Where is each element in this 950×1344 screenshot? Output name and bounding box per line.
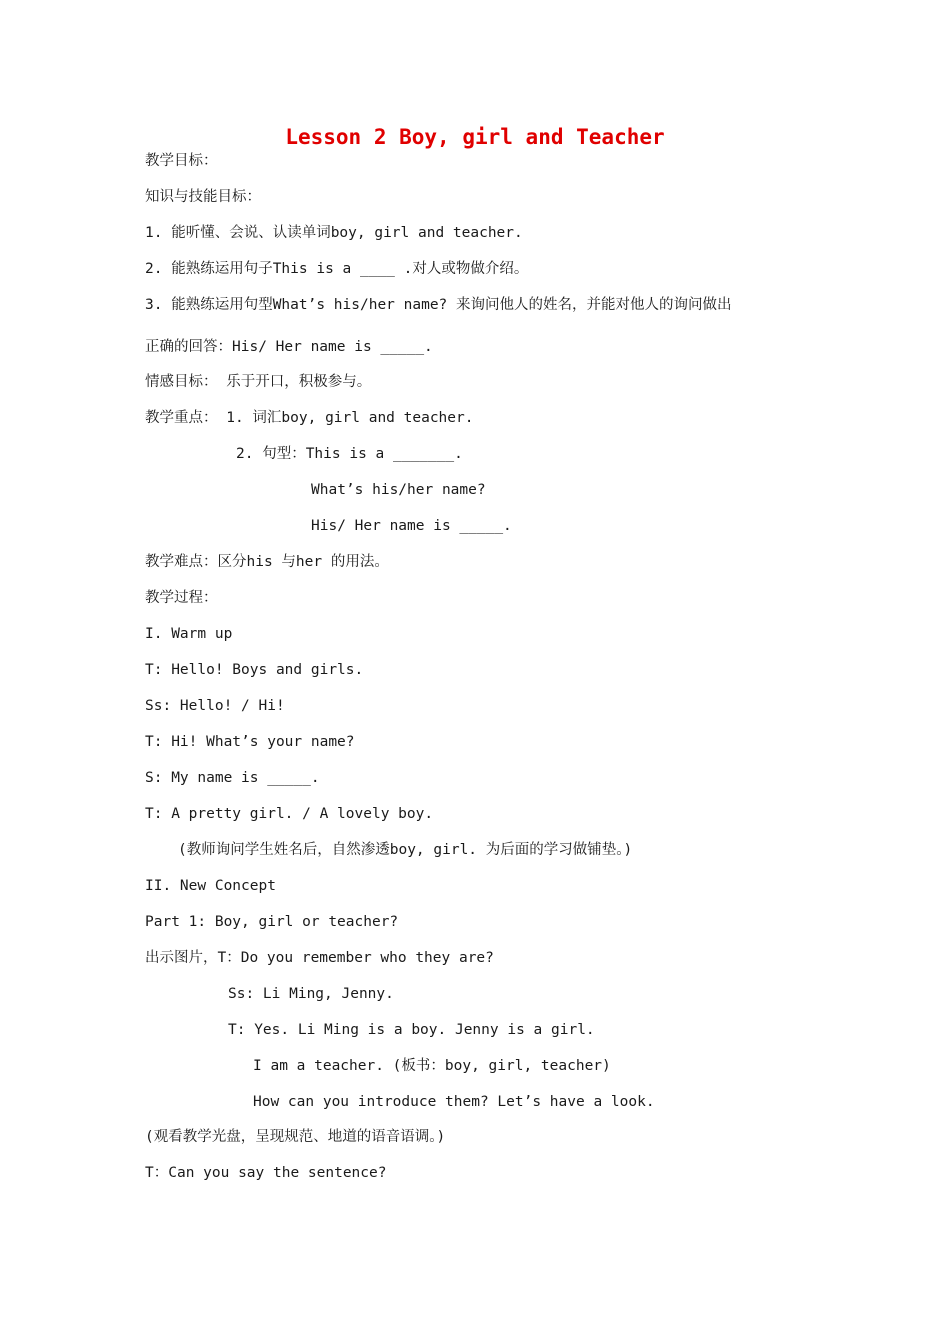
teaching-goals-heading: 教学目标： — [145, 153, 218, 169]
teaching-process-heading: 教学过程： — [145, 590, 218, 606]
goal-item-3-continued: 正确的回答：His/ Her name is _____. — [145, 339, 433, 355]
dialogue-line: Ss: Li Ming, Jenny. — [228, 986, 394, 1002]
teaching-note: (观看教学光盘，呈现规范、地道的语音语调。) — [145, 1129, 446, 1145]
dialogue-line: 出示图片，T：Do you remember who they are? — [145, 950, 494, 966]
section-new-concept: II. New Concept — [145, 878, 276, 894]
dialogue-line: T: Hello! Boys and girls. — [145, 662, 364, 678]
dialogue-line: How can you introduce them? Let’s have a look. — [253, 1094, 655, 1110]
key-points-item-1: 教学重点： 1. 词汇boy, girl and teacher. — [145, 410, 474, 426]
part-1-heading: Part 1: Boy, girl or teacher? — [145, 914, 399, 930]
goal-item-3: 3. 能熟练运用句型What’s his/her name? 来询问他人的姓名，并能对他人的询问做出 — [145, 297, 732, 313]
knowledge-skills-heading: 知识与技能目标： — [145, 189, 261, 205]
dialogue-line: Ss: Hello! / Hi! — [145, 698, 285, 714]
goal-item-1: 1. 能听懂、会说、认读单词boy, girl and teacher. — [145, 225, 523, 241]
dialogue-line: T: A pretty girl. / A lovely boy. — [145, 806, 434, 822]
key-points-item-2: 2. 句型：This is a _______. — [236, 446, 463, 462]
difficult-points: 教学难点：区分his 与her 的用法。 — [145, 554, 389, 570]
dialogue-line: I am a teacher. (板书：boy, girl, teacher) — [253, 1058, 611, 1074]
dialogue-line: T: Yes. Li Ming is a boy. Jenny is a girl. — [228, 1022, 595, 1038]
dialogue-line: T：Can you say the sentence? — [145, 1165, 387, 1181]
dialogue-line: S: My name is _____. — [145, 770, 320, 786]
emotional-goal: 情感目标： 乐于开口，积极参与。 — [145, 374, 372, 390]
key-points-sentence-2: What’s his/her name? — [311, 482, 486, 498]
goal-item-2: 2. 能熟练运用句子This is a ____ .对人或物做介绍。 — [145, 261, 529, 277]
document-title: Lesson 2 Boy, girl and Teacher — [285, 125, 665, 149]
teaching-note: (教师询问学生姓名后，自然渗透boy, girl. 为后面的学习做铺垫。) — [178, 842, 633, 858]
key-points-sentence-3: His/ Her name is _____. — [311, 518, 512, 534]
section-warm-up: I. Warm up — [145, 626, 233, 642]
dialogue-line: T: Hi! What’s your name? — [145, 734, 355, 750]
